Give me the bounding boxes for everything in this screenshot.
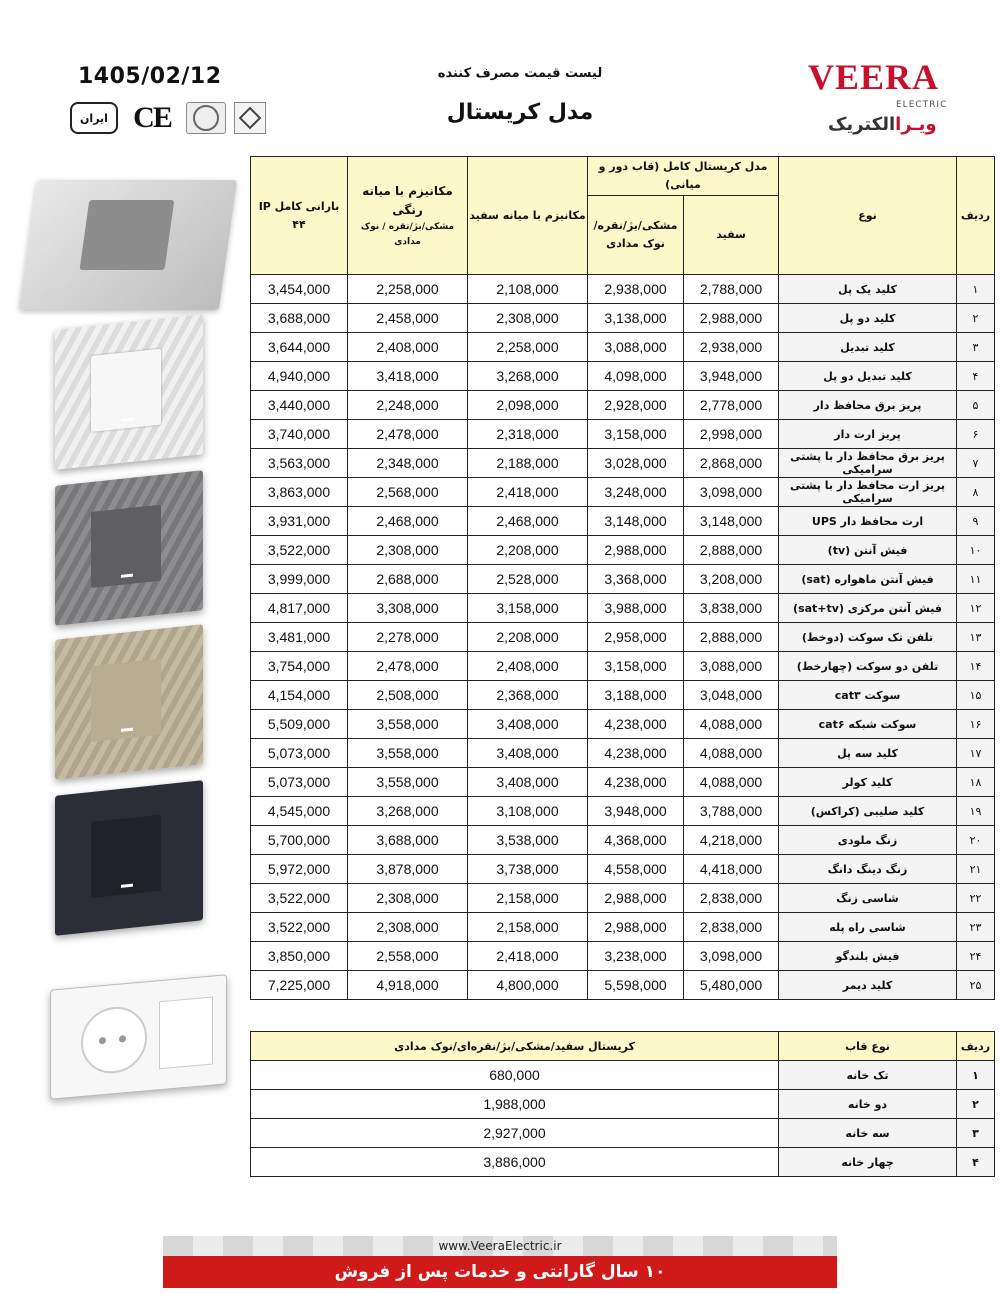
row-index: ۱ xyxy=(957,275,995,304)
row-type: شاسی راه پله xyxy=(779,913,957,942)
price-mech-colored: 2,308,000 xyxy=(348,884,468,913)
row-type: تلفن دو سوکت (چهارخط) xyxy=(779,652,957,681)
price-full-white: 3,838,000 xyxy=(684,594,779,623)
price-ip44: 5,972,000 xyxy=(251,855,348,884)
table-row xyxy=(251,565,995,594)
frame-row xyxy=(251,1090,995,1119)
price-ip44: 3,454,000 xyxy=(251,275,348,304)
price-mech-colored: 2,478,000 xyxy=(348,652,468,681)
row-type: کلید تبدیل دو پل xyxy=(779,362,957,391)
row-index: ۲۲ xyxy=(957,884,995,913)
switch-key-icon xyxy=(159,996,213,1069)
price-full-colored: 4,238,000 xyxy=(588,768,684,797)
price-full-colored: 4,238,000 xyxy=(588,710,684,739)
price-mech-colored: 2,568,000 xyxy=(348,478,468,507)
black-switch-image xyxy=(55,780,203,936)
price-mech-colored: 3,558,000 xyxy=(348,710,468,739)
row-type: شاسی زنگ xyxy=(779,884,957,913)
frame-row xyxy=(251,1061,995,1090)
price-mech-white: 2,098,000 xyxy=(468,391,588,420)
row-index: ۲ xyxy=(957,304,995,333)
price-ip44: 3,863,000 xyxy=(251,478,348,507)
frame-header-price: کریستال سفید/مشکی/بژ/نقره‌ای/نوک مدادی xyxy=(251,1032,779,1061)
logo-latin: VEERA xyxy=(808,57,940,97)
price-ip44: 3,481,000 xyxy=(251,623,348,652)
warranty-banner: ۱۰ سال گارانتی و خدمات پس از فروش xyxy=(163,1256,837,1288)
row-index: ۹ xyxy=(957,507,995,536)
price-full-white: 4,218,000 xyxy=(684,826,779,855)
frame-row-index: ۳ xyxy=(957,1119,995,1148)
price-full-white: 2,888,000 xyxy=(684,623,779,652)
price-mech-white: 2,188,000 xyxy=(468,449,588,478)
header-ip44: بارانی کامل IP ۴۴ xyxy=(251,157,348,275)
row-index: ۷ xyxy=(957,449,995,478)
price-ip44: 3,688,000 xyxy=(251,304,348,333)
row-type: فیش آنتن مرکزی (sat+tv) xyxy=(779,594,957,623)
header-mech-colored-sub: مشکی/بژ/نقره / نوک مدادی xyxy=(360,222,455,247)
price-full-white: 4,088,000 xyxy=(684,768,779,797)
frame-row-index: ۲ xyxy=(957,1090,995,1119)
price-mech-white: 3,738,000 xyxy=(468,855,588,884)
table-row xyxy=(251,710,995,739)
price-full-white: 3,098,000 xyxy=(684,478,779,507)
price-mech-colored: 2,248,000 xyxy=(348,391,468,420)
row-index: ۱۸ xyxy=(957,768,995,797)
row-type: زنگ ملودی xyxy=(779,826,957,855)
row-index: ۱۴ xyxy=(957,652,995,681)
price-full-colored: 2,958,000 xyxy=(588,623,684,652)
price-mech-white: 3,268,000 xyxy=(468,362,588,391)
price-full-white: 5,480,000 xyxy=(684,971,779,1000)
header-full-group: مدل کریستال کامل (قاب دور و میانی) xyxy=(588,157,779,196)
price-full-white: 2,988,000 xyxy=(684,304,779,333)
price-ip44: 4,154,000 xyxy=(251,681,348,710)
frame-price: 680,000 xyxy=(251,1061,779,1090)
price-ip44: 5,509,000 xyxy=(251,710,348,739)
row-index: ۲۵ xyxy=(957,971,995,1000)
price-full-white: 2,868,000 xyxy=(684,449,779,478)
socket-icon xyxy=(81,1004,147,1076)
price-ip44: 3,999,000 xyxy=(251,565,348,594)
price-mech-colored: 2,558,000 xyxy=(348,942,468,971)
ce-mark-icon: CE xyxy=(133,101,171,134)
logo-persian-rest: الکتریک xyxy=(828,114,896,135)
row-type: زنگ دینگ دانگ xyxy=(779,855,957,884)
table-row xyxy=(251,681,995,710)
frame-row-index: ۴ xyxy=(957,1148,995,1177)
price-full-white: 3,788,000 xyxy=(684,797,779,826)
table-row xyxy=(251,971,995,1000)
price-ip44: 4,545,000 xyxy=(251,797,348,826)
price-full-colored: 4,368,000 xyxy=(588,826,684,855)
table-row xyxy=(251,536,995,565)
price-mech-white: 2,208,000 xyxy=(468,623,588,652)
price-mech-white: 2,258,000 xyxy=(468,333,588,362)
price-full-colored: 2,988,000 xyxy=(588,913,684,942)
price-mech-colored: 3,558,000 xyxy=(348,768,468,797)
row-index: ۱۶ xyxy=(957,710,995,739)
price-full-white: 4,088,000 xyxy=(684,739,779,768)
price-mech-white: 2,418,000 xyxy=(468,942,588,971)
gray-switch-image xyxy=(55,470,203,626)
table-row xyxy=(251,478,995,507)
footer-banner xyxy=(163,1236,837,1294)
row-type: فیش آنتن ماهواره (sat) xyxy=(779,565,957,594)
price-mech-colored: 2,348,000 xyxy=(348,449,468,478)
price-full-white: 3,148,000 xyxy=(684,507,779,536)
price-ip44: 5,073,000 xyxy=(251,739,348,768)
price-mech-white: 2,158,000 xyxy=(468,913,588,942)
row-index: ۲۱ xyxy=(957,855,995,884)
row-index: ۱۰ xyxy=(957,536,995,565)
price-ip44: 5,700,000 xyxy=(251,826,348,855)
table-row xyxy=(251,652,995,681)
price-ip44: 4,817,000 xyxy=(251,594,348,623)
price-mech-colored: 2,308,000 xyxy=(348,536,468,565)
row-type: سوکت cat۳ xyxy=(779,681,957,710)
row-type: کلید دو پل xyxy=(779,304,957,333)
price-ip44: 3,931,000 xyxy=(251,507,348,536)
price-mech-white: 2,468,000 xyxy=(468,507,588,536)
price-mech-colored: 3,878,000 xyxy=(348,855,468,884)
price-table xyxy=(250,156,995,1000)
row-index: ۱۹ xyxy=(957,797,995,826)
price-full-colored: 4,098,000 xyxy=(588,362,684,391)
price-full-colored: 4,238,000 xyxy=(588,739,684,768)
frame-header-index: ردیف xyxy=(957,1032,995,1061)
frame-row xyxy=(251,1119,995,1148)
price-ip44: 4,940,000 xyxy=(251,362,348,391)
table-row xyxy=(251,333,995,362)
price-full-colored: 3,238,000 xyxy=(588,942,684,971)
table-row xyxy=(251,913,995,942)
frame-row-type: سه خانه xyxy=(779,1119,957,1148)
row-index: ۱۵ xyxy=(957,681,995,710)
price-mech-white: 2,308,000 xyxy=(468,304,588,333)
header-mech-colored-title: مکانیزم با میانه رنگی xyxy=(362,183,453,218)
frame-row xyxy=(251,1148,995,1177)
price-mech-white: 2,108,000 xyxy=(468,275,588,304)
row-type: کلید یک پل xyxy=(779,275,957,304)
row-type: فیش بلندگو xyxy=(779,942,957,971)
header-type: نوع xyxy=(779,157,957,275)
price-ip44: 3,740,000 xyxy=(251,420,348,449)
price-mech-white: 4,800,000 xyxy=(468,971,588,1000)
price-full-white: 2,938,000 xyxy=(684,333,779,362)
price-full-white: 2,778,000 xyxy=(684,391,779,420)
table-row xyxy=(251,739,995,768)
price-full-white: 3,948,000 xyxy=(684,362,779,391)
header-full-white: سفید xyxy=(684,196,779,275)
header-full-colored: مشکی/بژ/نقره/ نوک مدادی xyxy=(588,196,684,275)
frame-row-type: دو خانه xyxy=(779,1090,957,1119)
row-type: فیش آنتن (tv) xyxy=(779,536,957,565)
row-index: ۵ xyxy=(957,391,995,420)
price-ip44: 3,563,000 xyxy=(251,449,348,478)
row-type: تلفن تک سوکت (دوخط) xyxy=(779,623,957,652)
table-row xyxy=(251,275,995,304)
price-full-colored: 5,598,000 xyxy=(588,971,684,1000)
table-row xyxy=(251,797,995,826)
price-ip44: 3,440,000 xyxy=(251,391,348,420)
price-full-white: 2,838,000 xyxy=(684,913,779,942)
price-full-colored: 3,148,000 xyxy=(588,507,684,536)
frame-row-index: ۱ xyxy=(957,1061,995,1090)
table-row xyxy=(251,507,995,536)
iran-standard-icon: ایران xyxy=(70,102,118,134)
row-type: ارت محافظ دار UPS xyxy=(779,507,957,536)
price-mech-colored: 2,508,000 xyxy=(348,681,468,710)
price-mech-white: 3,408,000 xyxy=(468,768,588,797)
price-mech-colored: 2,468,000 xyxy=(348,507,468,536)
price-mech-white: 3,408,000 xyxy=(468,739,588,768)
price-mech-white: 2,208,000 xyxy=(468,536,588,565)
price-full-white: 3,208,000 xyxy=(684,565,779,594)
price-ip44: 3,850,000 xyxy=(251,942,348,971)
iso-cert-icon xyxy=(186,102,226,134)
price-mech-white: 2,528,000 xyxy=(468,565,588,594)
price-full-colored: 3,188,000 xyxy=(588,681,684,710)
price-mech-colored: 2,458,000 xyxy=(348,304,468,333)
row-index: ۳ xyxy=(957,333,995,362)
row-index: ۱۳ xyxy=(957,623,995,652)
page-title: مدل کریستال xyxy=(446,100,594,125)
table-row xyxy=(251,884,995,913)
table-row xyxy=(251,768,995,797)
logo-persian xyxy=(828,114,937,135)
logo-persian-red: ویـرا xyxy=(895,114,937,135)
price-full-white: 2,788,000 xyxy=(684,275,779,304)
price-ip44: 7,225,000 xyxy=(251,971,348,1000)
price-mech-colored: 2,688,000 xyxy=(348,565,468,594)
header-mech-white: مکانیزم با میانه سفید xyxy=(468,157,588,275)
table-row xyxy=(251,826,995,855)
white-switch-image xyxy=(55,314,203,470)
table-row xyxy=(251,942,995,971)
frame-price: 1,988,000 xyxy=(251,1090,779,1119)
price-full-colored: 2,938,000 xyxy=(588,275,684,304)
price-full-white: 3,088,000 xyxy=(684,652,779,681)
price-ip44: 3,754,000 xyxy=(251,652,348,681)
price-full-white: 3,048,000 xyxy=(684,681,779,710)
table-row xyxy=(251,623,995,652)
price-mech-colored: 3,268,000 xyxy=(348,797,468,826)
ukas-cert-icon xyxy=(234,102,266,134)
row-type: کلید صلیبی (کراکس) xyxy=(779,797,957,826)
row-type: کلید کولر xyxy=(779,768,957,797)
frame-header-type: نوع قاب xyxy=(779,1032,957,1061)
price-mech-colored: 4,918,000 xyxy=(348,971,468,1000)
price-mech-colored: 2,258,000 xyxy=(348,275,468,304)
price-ip44: 3,522,000 xyxy=(251,884,348,913)
double-frame-image xyxy=(50,974,227,1099)
price-full-white: 2,888,000 xyxy=(684,536,779,565)
frame-row-type: چهار خانه xyxy=(779,1148,957,1177)
price-full-colored: 2,928,000 xyxy=(588,391,684,420)
price-full-colored: 3,948,000 xyxy=(588,797,684,826)
frame-price-table xyxy=(250,1031,995,1177)
price-full-colored: 3,368,000 xyxy=(588,565,684,594)
price-full-white: 2,998,000 xyxy=(684,420,779,449)
price-mech-colored: 2,278,000 xyxy=(348,623,468,652)
row-index: ۶ xyxy=(957,420,995,449)
price-mech-white: 3,158,000 xyxy=(468,594,588,623)
price-full-colored: 3,028,000 xyxy=(588,449,684,478)
row-index: ۲۳ xyxy=(957,913,995,942)
row-index: ۸ xyxy=(957,478,995,507)
row-index: ۴ xyxy=(957,362,995,391)
price-full-colored: 3,158,000 xyxy=(588,420,684,449)
logo-electric: ELECTRIC xyxy=(896,100,948,110)
price-full-colored: 3,988,000 xyxy=(588,594,684,623)
price-ip44: 3,522,000 xyxy=(251,913,348,942)
row-index: ۲۴ xyxy=(957,942,995,971)
row-type: پریز ارت دار xyxy=(779,420,957,449)
header-index: ردیف xyxy=(957,157,995,275)
price-full-colored: 4,558,000 xyxy=(588,855,684,884)
row-index: ۱۷ xyxy=(957,739,995,768)
table-row xyxy=(251,391,995,420)
price-ip44: 3,522,000 xyxy=(251,536,348,565)
table-row xyxy=(251,362,995,391)
price-full-white: 2,838,000 xyxy=(684,884,779,913)
row-type: کلید دیمر xyxy=(779,971,957,1000)
price-ip44: 5,073,000 xyxy=(251,768,348,797)
table-row xyxy=(251,449,995,478)
price-mech-white: 3,108,000 xyxy=(468,797,588,826)
row-type: پریز برق محافظ دار xyxy=(779,391,957,420)
frame-row-type: تک خانه xyxy=(779,1061,957,1090)
price-mech-white: 2,368,000 xyxy=(468,681,588,710)
row-type: پریز ارت محافظ دار با پشتی سرامیکی xyxy=(779,478,957,507)
price-mech-white: 2,408,000 xyxy=(468,652,588,681)
price-full-white: 4,418,000 xyxy=(684,855,779,884)
beige-switch-image xyxy=(55,624,203,780)
price-mech-white: 2,418,000 xyxy=(468,478,588,507)
price-full-white: 3,098,000 xyxy=(684,942,779,971)
price-list-date: 1405/02/12 xyxy=(78,64,222,89)
header-mech-colored xyxy=(348,157,468,275)
price-full-colored: 3,158,000 xyxy=(588,652,684,681)
price-mech-colored: 2,308,000 xyxy=(348,913,468,942)
price-full-colored: 2,988,000 xyxy=(588,536,684,565)
price-mech-white: 2,158,000 xyxy=(468,884,588,913)
price-mech-colored: 3,558,000 xyxy=(348,739,468,768)
price-full-colored: 3,088,000 xyxy=(588,333,684,362)
row-index: ۱۱ xyxy=(957,565,995,594)
price-mech-colored: 2,408,000 xyxy=(348,333,468,362)
row-index: ۱۲ xyxy=(957,594,995,623)
veera-logo xyxy=(808,56,958,146)
price-mech-colored: 3,688,000 xyxy=(348,826,468,855)
price-ip44: 3,644,000 xyxy=(251,333,348,362)
mechanism-image xyxy=(19,180,237,310)
frame-price: 3,886,000 xyxy=(251,1148,779,1177)
price-full-colored: 3,248,000 xyxy=(588,478,684,507)
frame-price: 2,927,000 xyxy=(251,1119,779,1148)
table-row xyxy=(251,420,995,449)
certification-logos xyxy=(70,100,266,136)
website-url: www.VeeraElectric.ir xyxy=(163,1236,837,1256)
page-subtitle: لیست قیمت مصرف کننده xyxy=(437,66,603,81)
price-mech-colored: 3,308,000 xyxy=(348,594,468,623)
price-full-colored: 2,988,000 xyxy=(588,884,684,913)
row-index: ۲۰ xyxy=(957,826,995,855)
row-type: کلید سه پل xyxy=(779,739,957,768)
row-type: کلید تبدیل xyxy=(779,333,957,362)
price-mech-colored: 3,418,000 xyxy=(348,362,468,391)
row-type: پریز برق محافظ دار با پشتی سرامیکی xyxy=(779,449,957,478)
row-type: سوکت شبکه cat۶ xyxy=(779,710,957,739)
price-mech-white: 2,318,000 xyxy=(468,420,588,449)
price-full-colored: 3,138,000 xyxy=(588,304,684,333)
price-full-white: 4,088,000 xyxy=(684,710,779,739)
price-mech-white: 3,408,000 xyxy=(468,710,588,739)
table-row xyxy=(251,855,995,884)
price-mech-white: 3,538,000 xyxy=(468,826,588,855)
table-row xyxy=(251,304,995,333)
price-mech-colored: 2,478,000 xyxy=(348,420,468,449)
table-row xyxy=(251,594,995,623)
